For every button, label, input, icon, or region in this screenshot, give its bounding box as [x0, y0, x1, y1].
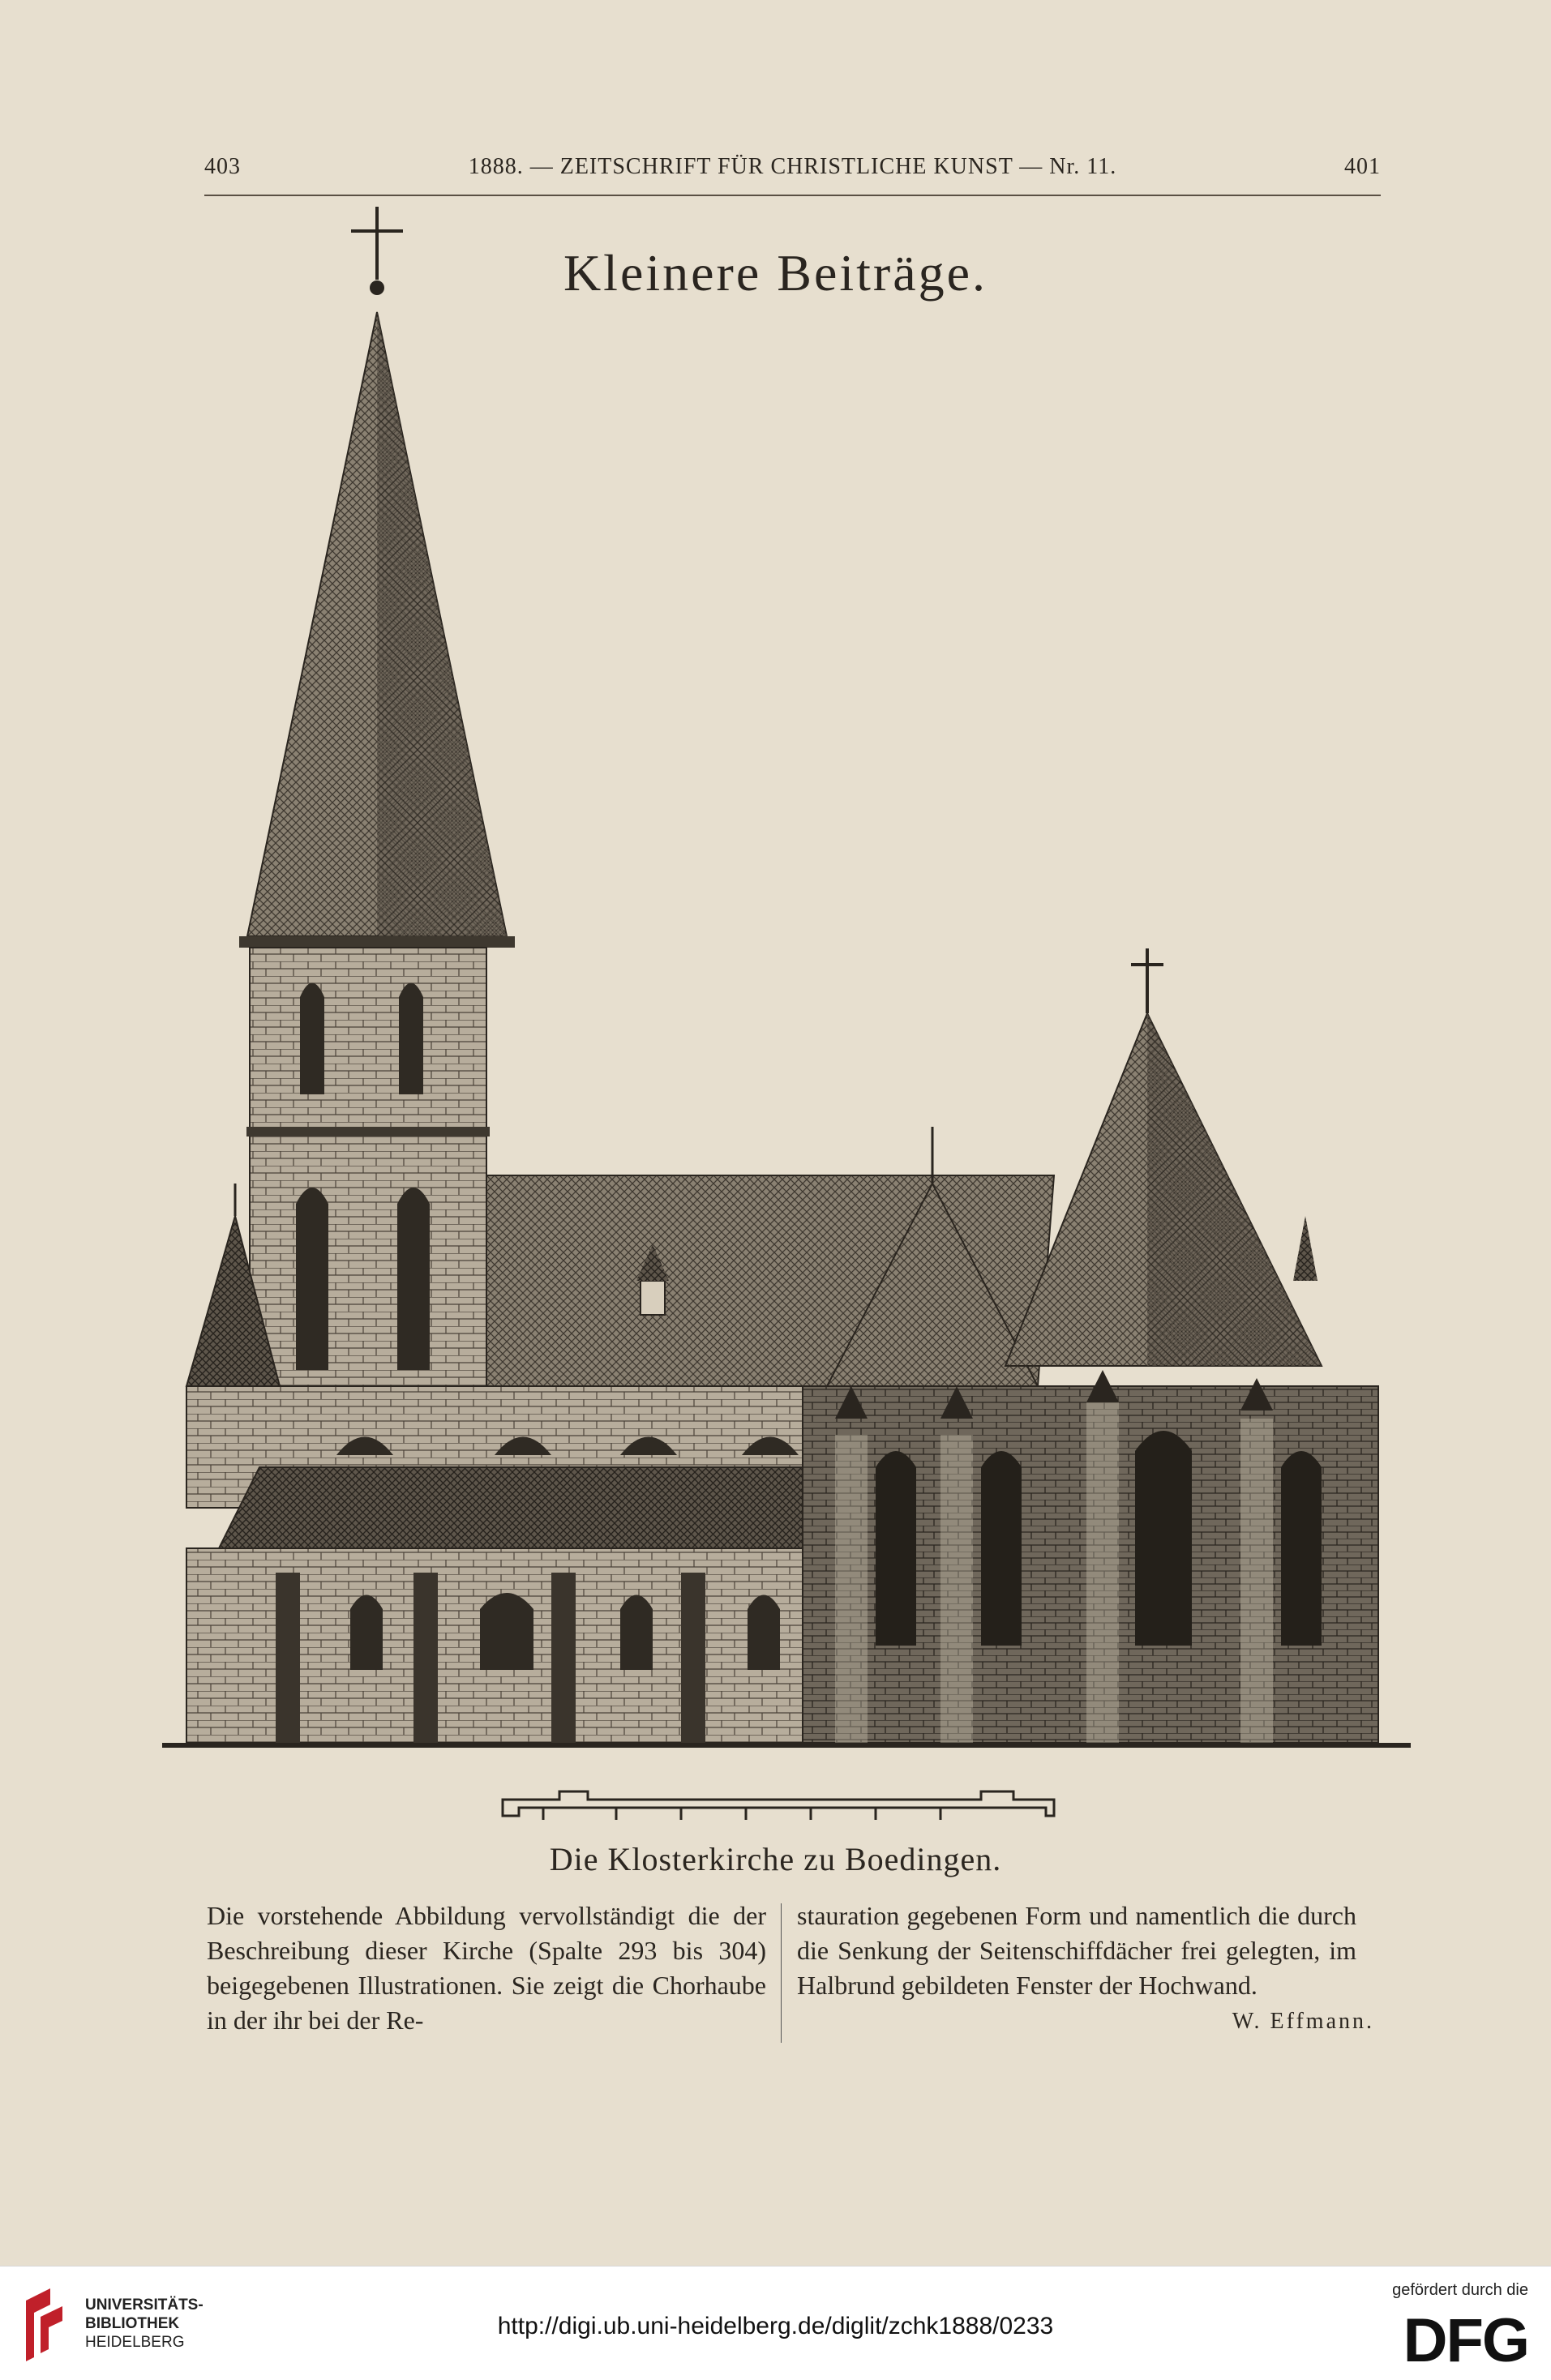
funder-label: gefördert durch die	[1392, 2281, 1528, 2299]
ground-plan-icon	[503, 1791, 1054, 1820]
page-number-right: 401	[1344, 154, 1381, 179]
section-title: Kleinere Beiträge.	[563, 244, 988, 302]
running-title: 1888. — ZEITSCHRIFT FÜR CHRISTLICHE KUNST — Nr. 11.	[468, 154, 1117, 179]
digitization-footer	[0, 2266, 1551, 2380]
church-illustration	[162, 203, 1411, 1840]
source-url-link[interactable]: http://digi.ub.uni-heidelberg.de/diglit/zchk1888/0233	[497, 2313, 1054, 2339]
body-text	[207, 1898, 1374, 2053]
text-column-right: stauration gegebenen Form und namentlich die durch die Senkung der Seitenschiffdächer frei gelegten, im Halbrund gebildeten Fenster der Hochwand.	[797, 1901, 1356, 2000]
dfg-logo-icon[interactable]: DFG	[1403, 2306, 1528, 2375]
text-column-left: Die vorstehende Abbildung vervollständigt die der Beschreibung dieser Kirche (Spalte 293 bis 304) beigegebenen Illustrationen. Sie zeigt die Chorhaube in der ihr bei der Re-	[207, 1901, 766, 2035]
library-name: UNIVERSITÄTS- BIBLIOTHEK HEIDELBERG	[85, 2297, 204, 2351]
column-divider	[781, 1903, 782, 2043]
author-signature: W. Effmann.	[1232, 2009, 1374, 2034]
running-header	[204, 154, 1381, 196]
figure-caption: Die Klosterkirche zu Boedingen.	[549, 1841, 1002, 1877]
page-number-left: 403	[204, 154, 241, 179]
